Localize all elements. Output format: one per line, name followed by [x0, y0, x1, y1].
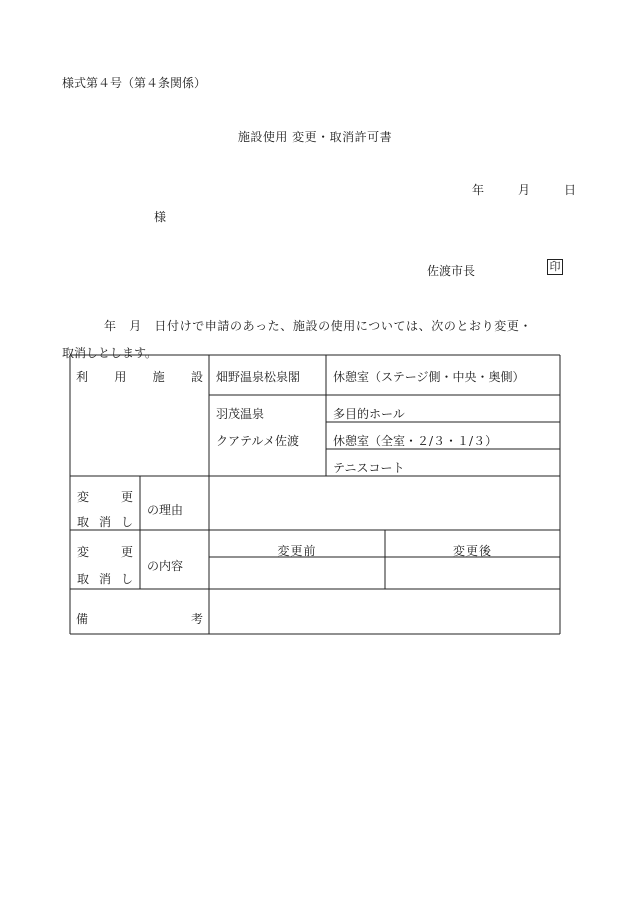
body-line-2: 取消しとします。: [62, 346, 158, 360]
after-header: 変更後: [452, 544, 492, 558]
reason-label-change: 変 更: [77, 490, 133, 504]
facility-b-name-line1: 羽茂温泉: [216, 407, 265, 421]
content-label-cancel: 取 消 し: [77, 572, 133, 586]
body-line-1: 年 月 日付けで申請のあった、施設の使用については、次のとおり変更・: [104, 319, 533, 333]
document-title: 施設使用 変更・取消許可書: [237, 130, 393, 144]
facility-a-room: 休憩室（ステージ側・中央・奥側）: [333, 370, 525, 384]
facility-b-room-rest: 休憩室（全室・２/３・１/３）: [333, 434, 498, 448]
issuer-name: 佐渡市長: [427, 264, 476, 278]
content-label-change: 変 更: [77, 545, 133, 559]
seal-mark: 印: [547, 259, 563, 275]
facility-b-room-tennis: テニスコート: [333, 461, 405, 475]
facility-label: 利 用 施 設: [76, 370, 203, 384]
content-label-suffix: の内容: [147, 559, 184, 573]
date-year: 年: [472, 183, 485, 197]
reason-label-cancel: 取 消 し: [77, 515, 133, 529]
date-month: 月: [518, 183, 531, 197]
date-day: 日: [564, 183, 577, 197]
facility-b-room-hall: 多目的ホール: [333, 407, 405, 421]
facility-b-name-line2: クアテルメ佐渡: [216, 434, 300, 448]
addressee-honorific: 様: [154, 210, 167, 224]
facility-a-name: 畑野温泉松泉閣: [216, 370, 301, 384]
remarks-label: 備 考: [76, 612, 203, 626]
form-number: 様式第４号（第４条関係）: [62, 76, 207, 90]
reason-label-suffix: の理由: [147, 503, 184, 517]
before-header: 変更前: [277, 544, 317, 558]
